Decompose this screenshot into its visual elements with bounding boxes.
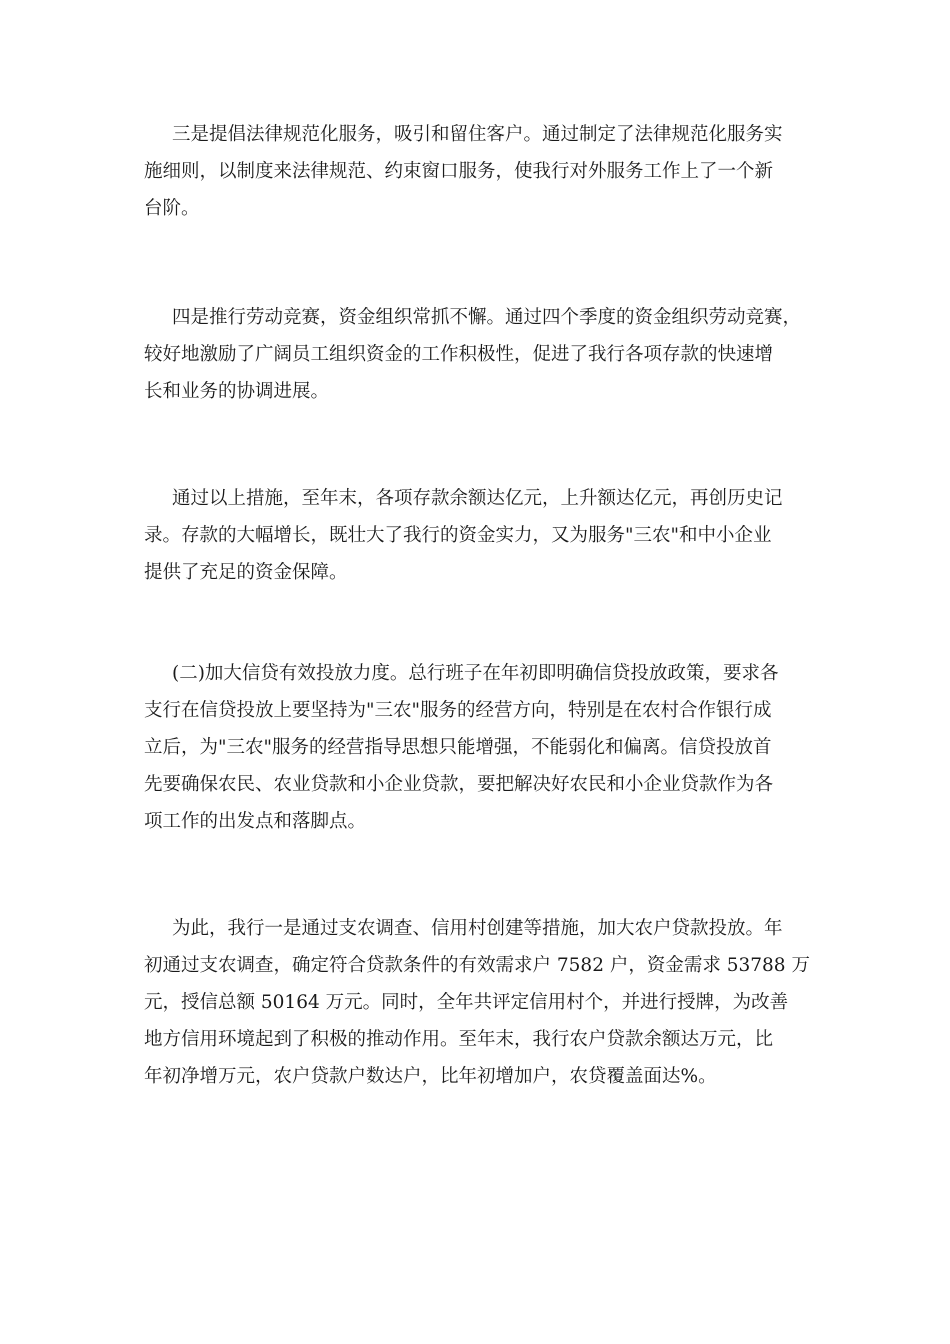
paragraph-line: 支行在信贷投放上要坚持为"三农"服务的经营方向，特别是在农村合作银行成 — [144, 700, 772, 721]
paragraph-farm-loans — [144, 910, 814, 1095]
paragraph-labor-competition — [144, 299, 814, 410]
paragraph-line: 元，授信总额 50164 万元。同时，全年共评定信用村个，并进行授牌，为改善 — [144, 992, 789, 1013]
paragraph-line: 四是推行劳动竞赛，资金组织常抓不懈。通过四个季度的资金组织劳动竞赛， — [172, 307, 802, 328]
paragraph-deposit-results — [144, 480, 814, 591]
paragraph-line: 初通过支农调查，确定符合贷款条件的有效需求户 7582 户，资金需求 53788 万 — [144, 955, 810, 976]
paragraph-line: 年初净增万元，农户贷款户数达户，比年初增加户，农贷覆盖面达%。 — [144, 1066, 717, 1087]
paragraph-line: 立后，为"三农"服务的经营指导思想只能增强，不能弱化和偏离。信贷投放首 — [144, 737, 772, 758]
paragraph-client-service — [144, 116, 814, 227]
paragraph-line: 长和业务的协调进展。 — [144, 381, 330, 402]
paragraph-line: 项工作的出发点和落脚点。 — [144, 811, 367, 832]
paragraph-line: 先要确保农民、农业贷款和小企业贷款，要把解决好农民和小企业贷款作为各 — [144, 774, 774, 795]
paragraph-line: 较好地激励了广阔员工组织资金的工作积极性，促进了我行各项存款的快速增 — [144, 344, 774, 365]
paragraph-line: 施细则，以制度来法律规范、约束窗口服务，使我行对外服务工作上了一个新 — [144, 161, 774, 182]
paragraph-line: 通过以上措施，至年末，各项存款余额达亿元，上升额达亿元，再创历史记 — [172, 488, 783, 509]
paragraph-line: 提供了充足的资金保障。 — [144, 562, 348, 583]
paragraph-line: 三是提倡法律规范化服务，吸引和留住客户。通过制定了法律规范化服务实 — [172, 124, 783, 145]
paragraph-line: 为此，我行一是通过支农调查、信用村创建等措施，加大农户贷款投放。年 — [172, 918, 783, 939]
paragraph-line: 录。存款的大幅增长，既壮大了我行的资金实力，又为服务"三农"和中小企业 — [144, 525, 772, 546]
paragraph-credit-policy — [144, 655, 814, 840]
paragraph-line: (二)加大信贷有效投放力度。总行班子在年初即明确信贷投放政策，要求各 — [172, 663, 779, 684]
paragraph-line: 台阶。 — [144, 198, 200, 219]
paragraph-line: 地方信用环境起到了积极的推动作用。至年末，我行农户贷款余额达万元，比 — [144, 1029, 774, 1050]
